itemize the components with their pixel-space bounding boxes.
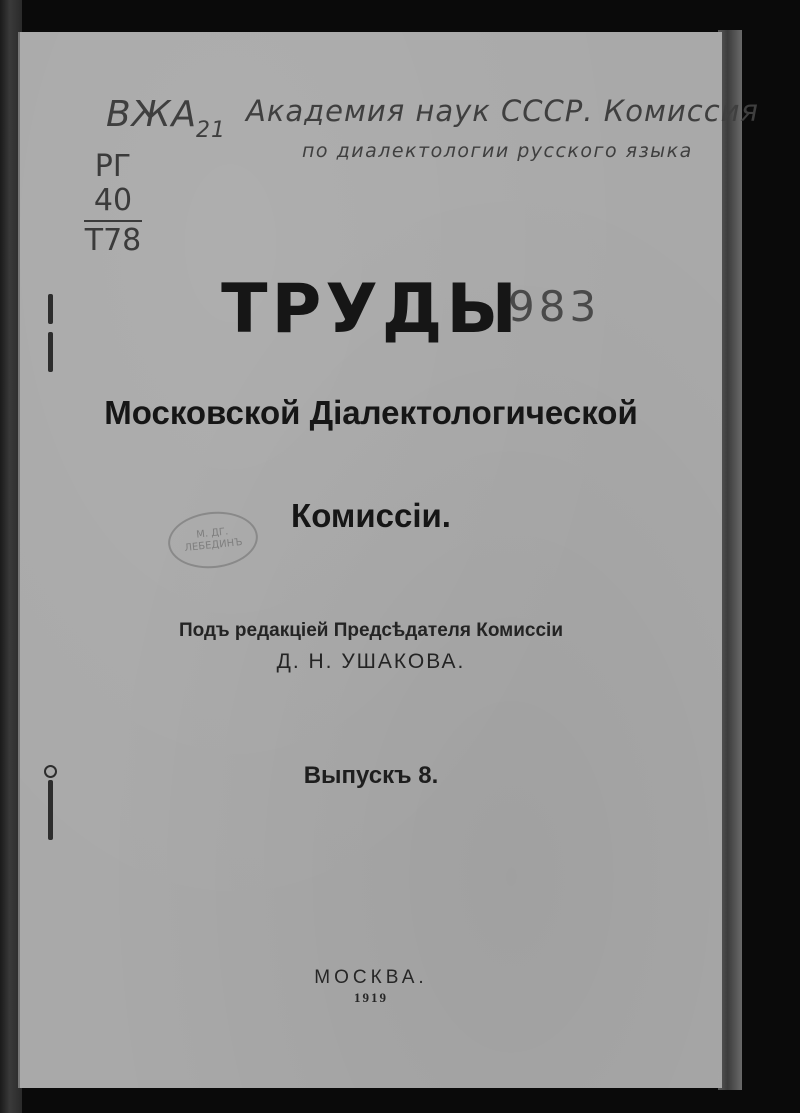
series-title-line2: Московской Діалектологической (104, 394, 638, 431)
handwritten-shelf-mark (78, 150, 148, 258)
shelf-mark-line: РГ (94, 149, 132, 184)
editor-name: Д. Н. УШАКОВА. (276, 650, 466, 673)
stamp-line: ЛЕБЕДИНЪ (184, 536, 244, 554)
series-title-line3: Комиссіи. (291, 497, 451, 534)
handwritten-library-code-sub: 21 (196, 118, 226, 143)
imprint-year: 1919 (354, 990, 388, 1005)
shelf-mark-line: 40 (93, 183, 133, 218)
series-title: ТРУДЫ (221, 270, 521, 349)
issue-number: Выпускъ 8. (303, 762, 439, 789)
stamp-line: М. ДГ. (195, 526, 229, 541)
handwritten-library-code: ВЖА (106, 94, 198, 135)
shelf-mark-line: Т78 (84, 223, 142, 258)
handwritten-institution-line1: Академия наук СССР. Комиссия (246, 94, 759, 128)
imprint-city: МОСКВА. (314, 967, 428, 988)
title-page (18, 32, 759, 1088)
shelf-mark-divider (84, 220, 142, 222)
handwritten-institution-line2: по диалектологии русского языка (302, 140, 693, 162)
editor-label: Подъ редакціей Предсѣдателя Комиссіи (178, 620, 564, 641)
handwritten-inventory-number: 983 (508, 282, 601, 331)
